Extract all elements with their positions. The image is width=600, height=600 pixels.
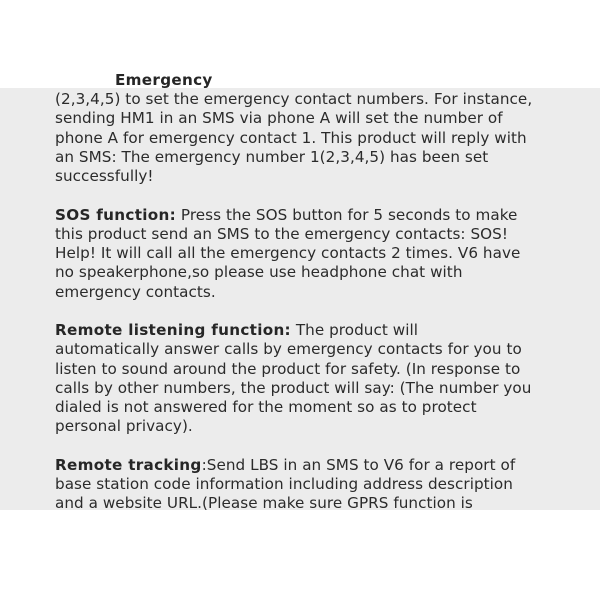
sos-first-line: Press the SOS button for 5 seconds to make xyxy=(176,205,518,224)
intro-line-5: successfully! xyxy=(55,167,154,186)
sos-paragraph xyxy=(55,206,585,302)
remote-listening-heading: Remote listening function: xyxy=(55,321,291,340)
emergency-heading-fragment: Emergency xyxy=(115,71,213,89)
intro-line-1: (2,3,4,5) to set the emergency contact numbers. For instance, xyxy=(55,90,533,109)
remote-tracking-heading: Remote tracking xyxy=(55,455,202,474)
remote-tracking-line-2: base station code information including address description xyxy=(55,475,513,494)
sos-heading: SOS function: xyxy=(55,205,176,224)
intro-line-3: phone A for emergency contact 1. This product will reply with xyxy=(55,128,527,147)
remote-listening-paragraph xyxy=(55,321,585,436)
remote-tracking-cut-line: and a website URL.(Please make sure GPRS function is xyxy=(55,494,473,513)
remote-listening-line-4: calls by other numbers, the product will say: (The number you xyxy=(55,378,532,397)
manual-page-crop xyxy=(0,71,600,513)
intro-line-4: an SMS: The emergency number 1(2,3,4,5) has been set xyxy=(55,147,489,166)
intro-line-2: sending HM1 in an SMS via phone A will set the number of xyxy=(55,109,503,128)
sos-line-4: no speakerphone,so please use headphone chat with xyxy=(55,263,463,282)
remote-listening-line-5: dialed is not answered for the moment so as to protect xyxy=(55,398,477,417)
emergency-contact-paragraph xyxy=(55,71,585,186)
remote-tracking-paragraph xyxy=(55,456,585,514)
sos-line-5: emergency contacts. xyxy=(55,282,216,301)
remote-listening-line-3: listen to sound around the product for safety. (In response to xyxy=(55,359,521,378)
remote-listening-line-2: automatically answer calls by emergency contacts for you to xyxy=(55,340,522,359)
remote-listening-first-line: The product will xyxy=(290,321,419,340)
sos-line-3: Help! It will call all the emergency contacts 2 times. V6 have xyxy=(55,244,521,263)
remote-listening-line-6: personal privacy). xyxy=(55,417,193,436)
sos-line-2: this product send an SMS to the emergency contacts: SOS! xyxy=(55,224,508,243)
manual-text xyxy=(55,71,585,514)
remote-tracking-first-line: :Send LBS in an SMS to V6 for a report of xyxy=(201,455,516,474)
